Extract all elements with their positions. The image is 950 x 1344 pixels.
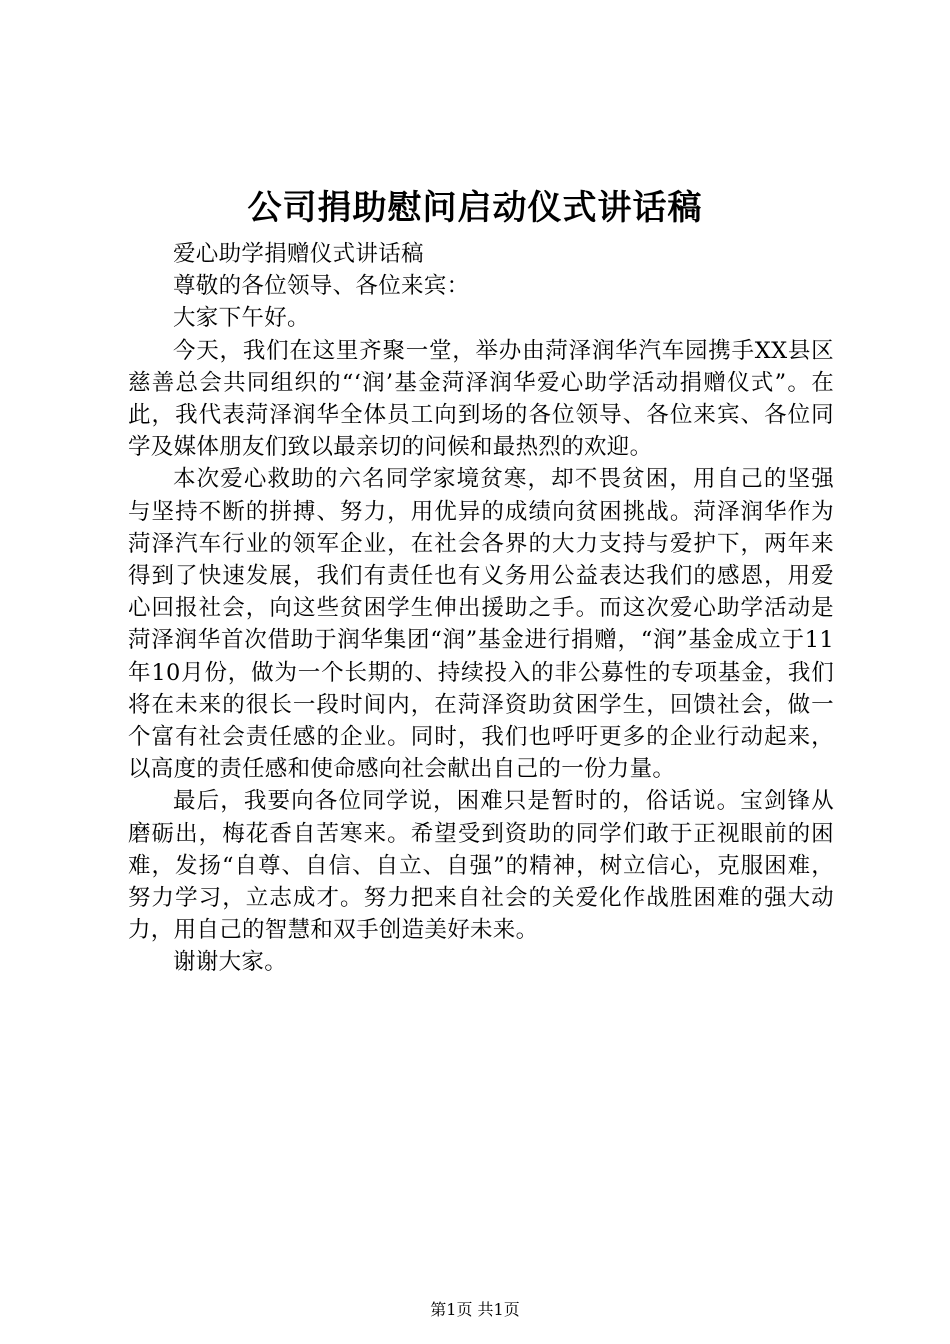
page-footer: 第1页 共1页 <box>430 1300 520 1319</box>
paragraph-subtitle: 爱心助学捐赠仪式讲话稿 <box>173 241 424 267</box>
document-title: 公司捐助慰问启动仪式讲话稿 <box>247 188 703 228</box>
document-body <box>128 238 834 979</box>
paragraph-salutation: 尊敬的各位领导、各位来宾： <box>173 273 470 300</box>
paragraph-closing: 最后，我要向各位同学说，困难只是暂时的，俗话说。宝剑锋从磨砺出，梅花香自苦寒来。希望受到资助的同学们敢于正视眼前的困难，发扬“自尊、自信、自立、自强”的精神，树立信心，克服困难，努力学习，立志成才。努力把来自社会的关爱化作战胜困难的强大动力，用自己的智慧和双手创造美好未来。 <box>128 788 834 944</box>
paragraph-opening: 今天，我们在这里齐聚一堂，举办由菏泽润华汽车园携手XX县区慈善总会共同组织的“‘润’基金菏泽润华爱心助学活动捐赠仪式”。在此，我代表菏泽润华全体员工向到场的各位领导、各位来宾、各位同学及媒体朋友们致以最亲切的问候和最热烈的欢迎。 <box>128 337 834 461</box>
paragraph-main: 本次爱心救助的六名同学家境贫寒，却不畏贫困，用自己的坚强与坚持不断的拼搏、努力，用优异的成绩向贫困挑战。菏泽润华作为菏泽汽车行业的领军企业，在社会各界的大力支持与爱护下，两年来得到了快速发展，我们有责任也有义务用公益表达我们的感恩，用爱心回报社会，向这些贫困学生伸出援助之手。而这次爱心助学活动是菏泽润华首次借助于润华集团“润”基金进行捐赠，“润”基金成立于11年10月份，做为一个长期的、持续投入的非公募性的专项基金，我们将在未来的很长一段时间内，在菏泽资助贫困学生，回馈社会，做一个富有社会责任感的企业。同时，我们也呼吁更多的企业行动起来，以高度的责任感和使命感向社会献出自己的一份力量。 <box>128 466 834 783</box>
paragraph-greeting: 大家下午好。 <box>173 305 310 332</box>
paragraph-thanks: 谢谢大家。 <box>173 949 288 976</box>
